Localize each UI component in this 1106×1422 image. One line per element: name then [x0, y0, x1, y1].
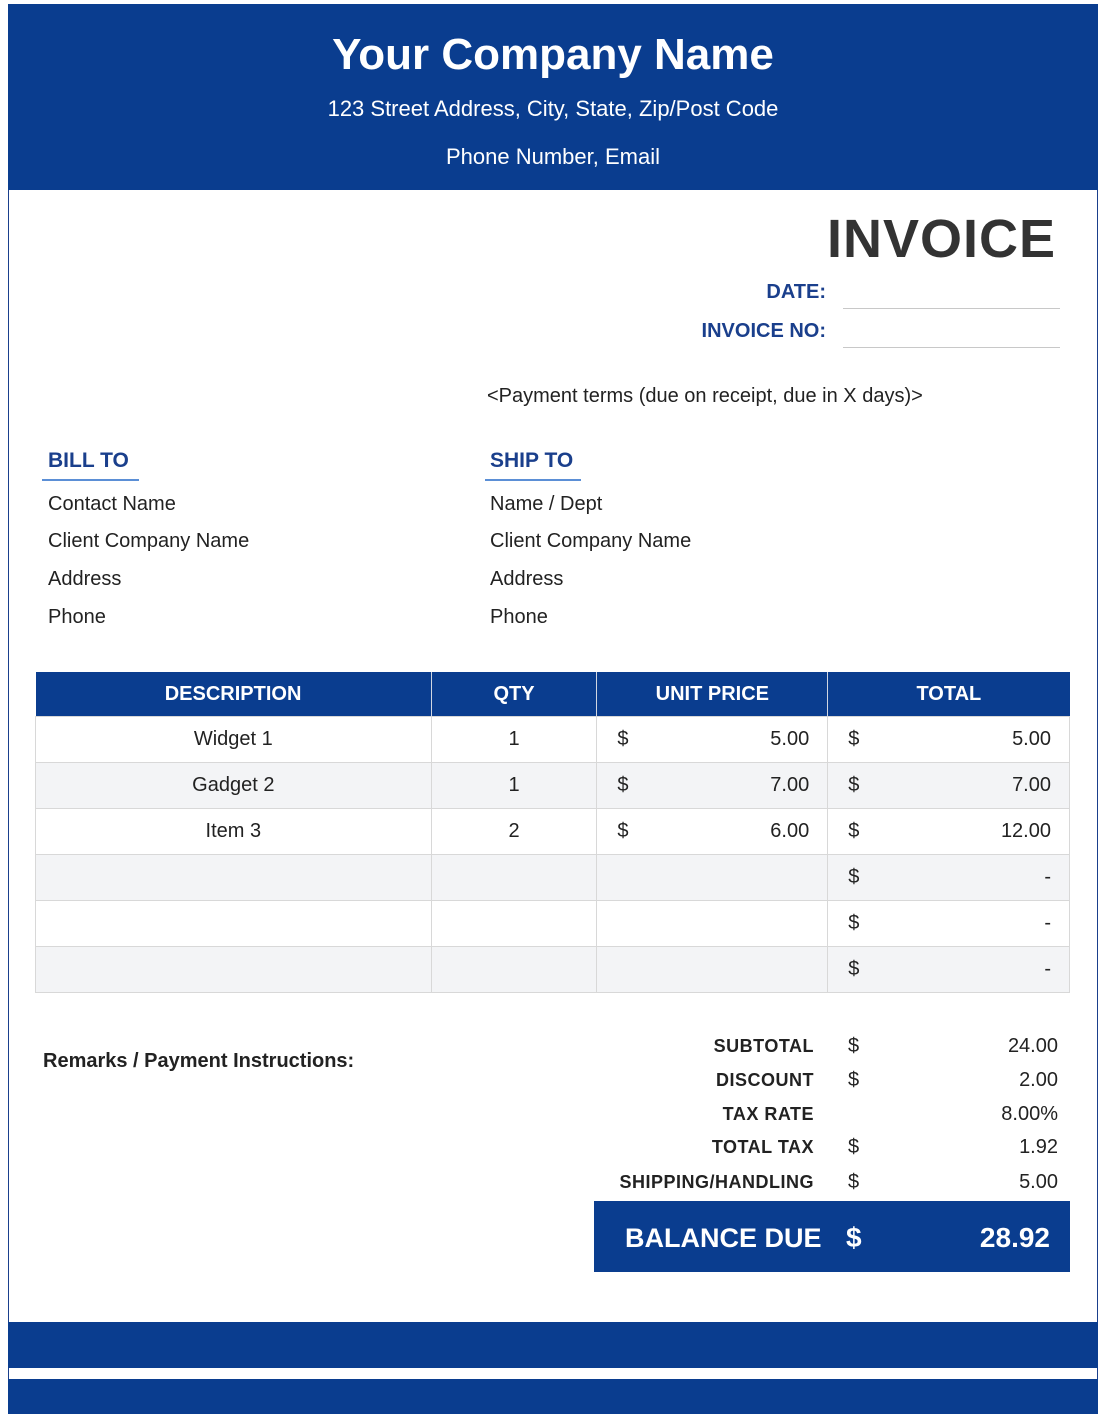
currency-symbol: $	[617, 820, 629, 842]
company-address: 123 Street Address, City, State, Zip/Post Code	[327, 96, 779, 121]
table-row	[36, 763, 1070, 809]
unit-price-value: 6.00	[770, 820, 810, 842]
payment-terms: <Payment terms (due on receipt, due in X days)>	[487, 385, 923, 407]
total-tax-label: TOTAL TAX	[711, 1137, 814, 1157]
total-cell	[828, 901, 1070, 947]
invoice-title: INVOICE	[826, 209, 1056, 269]
discount-label: DISCOUNT	[716, 1070, 814, 1090]
line-items-table	[35, 672, 1070, 993]
total-tax-value: 1.92	[1019, 1136, 1058, 1158]
unit-price-cell[interactable]	[597, 763, 828, 809]
table-row	[36, 855, 1070, 901]
table-row	[36, 901, 1070, 947]
balance-due-value: 28.92	[979, 1222, 1050, 1253]
discount-currency: $	[848, 1069, 860, 1091]
column-header-total: TOTAL	[828, 672, 1070, 717]
qty-cell[interactable]	[431, 947, 597, 993]
footer-band-bottom	[8, 1379, 1098, 1414]
date-label: DATE:	[766, 281, 826, 303]
description-cell[interactable]	[36, 855, 432, 901]
shipping-currency: $	[848, 1171, 860, 1193]
footer-band-top	[8, 1322, 1098, 1368]
shipping-label: SHIPPING/HANDLING	[619, 1172, 814, 1192]
description-cell[interactable]: Item 3	[36, 809, 432, 855]
ship-to-heading: SHIP TO	[485, 449, 581, 481]
currency-symbol: $	[848, 866, 860, 888]
tax-rate-value[interactable]: 8.00%	[1001, 1103, 1058, 1125]
total-value: -	[1044, 866, 1051, 888]
total-value: 5.00	[1012, 728, 1051, 750]
ship-to-line: Client Company Name	[490, 530, 692, 552]
balance-due-currency: $	[846, 1222, 862, 1253]
company-contact: Phone Number, Email	[446, 144, 660, 169]
table-row	[36, 947, 1070, 993]
currency-symbol: $	[617, 728, 629, 750]
remarks-label: Remarks / Payment Instructions:	[43, 1050, 355, 1072]
unit-price-cell[interactable]	[597, 809, 828, 855]
currency-symbol: $	[848, 728, 860, 750]
company-name: Your Company Name	[332, 30, 774, 79]
subtotal-label: SUBTOTAL	[713, 1036, 814, 1056]
bill-to-line: Client Company Name	[48, 530, 250, 552]
currency-symbol: $	[848, 912, 860, 934]
bill-to-heading: BILL TO	[42, 449, 139, 481]
bill-to-line: Address	[48, 568, 122, 590]
table-row	[36, 809, 1070, 855]
description-cell[interactable]	[36, 901, 432, 947]
unit-price-cell[interactable]	[597, 947, 828, 993]
currency-symbol: $	[848, 958, 860, 980]
qty-cell[interactable]: 1	[431, 717, 597, 763]
bill-to-line: Phone	[48, 606, 106, 628]
description-cell[interactable]	[36, 947, 432, 993]
currency-symbol: $	[617, 774, 629, 796]
total-value: 7.00	[1012, 774, 1051, 796]
total-cell	[828, 809, 1070, 855]
column-header-unit-price: UNIT PRICE	[597, 672, 828, 717]
ship-to-line: Phone	[490, 606, 548, 628]
column-header-description: DESCRIPTION	[36, 672, 432, 717]
qty-cell[interactable]	[431, 855, 597, 901]
total-value: 12.00	[1000, 820, 1051, 842]
qty-cell[interactable]	[431, 901, 597, 947]
balance-due-box	[594, 1201, 1070, 1272]
column-header-qty: QTY	[431, 672, 597, 717]
qty-cell[interactable]: 2	[431, 809, 597, 855]
total-value: -	[1044, 958, 1051, 980]
shipping-value[interactable]: 5.00	[1019, 1171, 1058, 1193]
subtotal-currency: $	[848, 1035, 860, 1057]
unit-price-cell[interactable]	[597, 901, 828, 947]
currency-symbol: $	[848, 774, 860, 796]
subtotal-value: 24.00	[1007, 1035, 1058, 1057]
bill-to-line: Contact Name	[48, 493, 176, 515]
unit-price-value: 7.00	[770, 774, 810, 796]
total-cell	[828, 855, 1070, 901]
table-row	[36, 717, 1070, 763]
total-tax-currency: $	[848, 1136, 860, 1158]
ship-to-line: Address	[490, 568, 564, 590]
table-header-row	[36, 672, 1070, 717]
total-cell	[828, 763, 1070, 809]
company-header	[8, 4, 1098, 190]
invoice-number-field[interactable]	[843, 347, 1060, 348]
unit-price-value: 5.00	[770, 728, 810, 750]
tax-rate-label: TAX RATE	[722, 1104, 814, 1124]
unit-price-cell[interactable]	[597, 855, 828, 901]
currency-symbol: $	[848, 820, 860, 842]
balance-due-label: BALANCE DUE	[625, 1223, 822, 1253]
total-cell	[828, 947, 1070, 993]
total-value: -	[1044, 912, 1051, 934]
invoice-number-label: INVOICE NO:	[701, 320, 826, 342]
total-cell	[828, 717, 1070, 763]
date-field[interactable]	[843, 308, 1060, 309]
ship-to-line: Name / Dept	[490, 493, 603, 515]
unit-price-cell[interactable]	[597, 717, 828, 763]
discount-value[interactable]: 2.00	[1019, 1069, 1058, 1091]
qty-cell[interactable]: 1	[431, 763, 597, 809]
description-cell[interactable]: Widget 1	[36, 717, 432, 763]
description-cell[interactable]: Gadget 2	[36, 763, 432, 809]
